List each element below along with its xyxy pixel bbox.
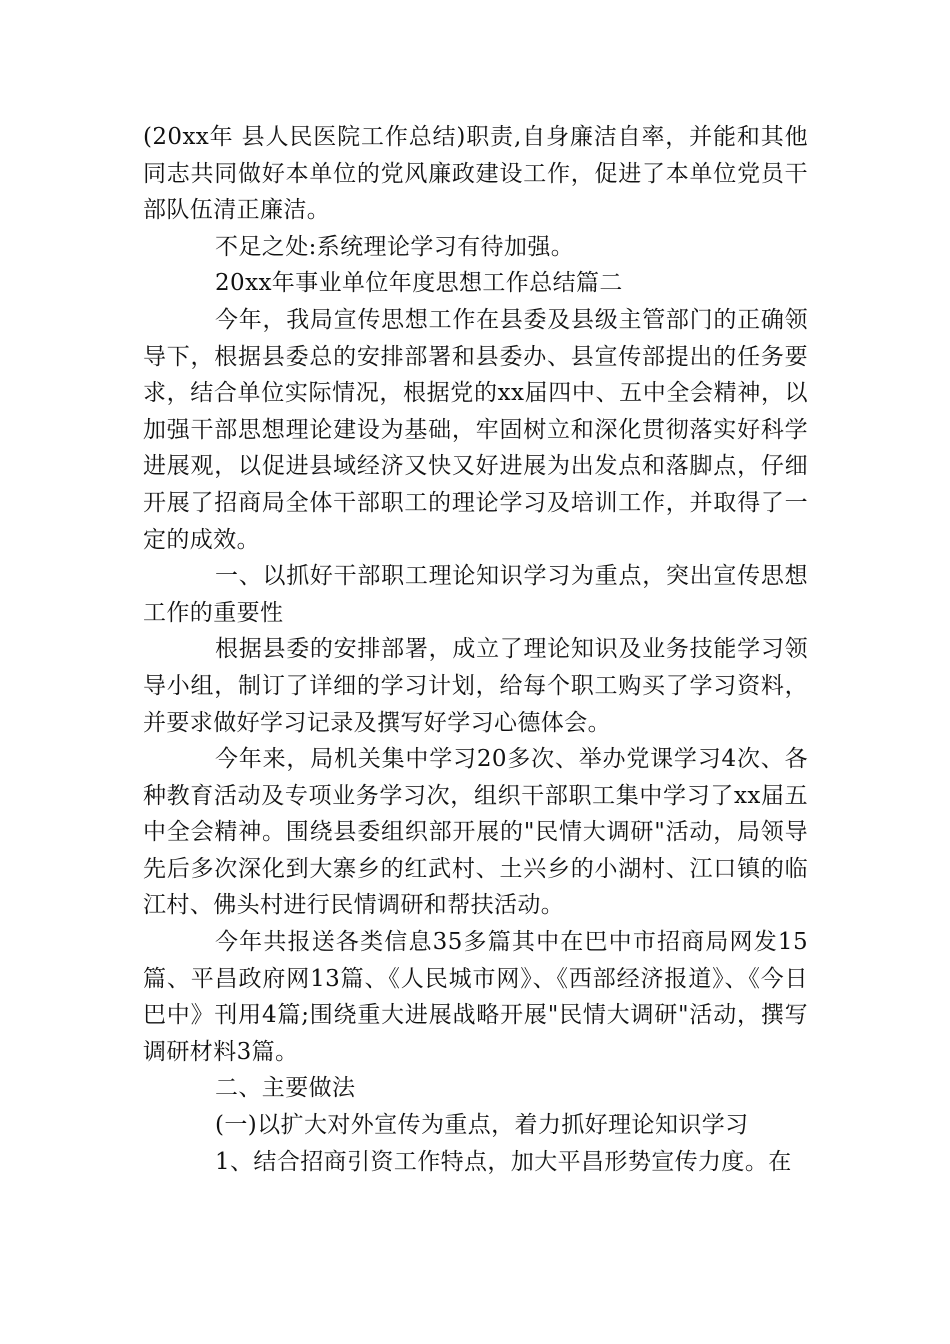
paragraph-intro: 今年，我局宣传思想工作在县委及县级主管部门的正确领导下，根据县委总的安排部署和县委办、县宣传部提出的任务要求，结合单位实际情况，根据党的xx届四中、五中全会精神，以加强干部思想理论建设为基础，牢固树立和深化贯彻落实好科学进展观，以促进县域经济又快又好进展为出发点和落脚点，仔细开展了招商局全体干部职工的理论学习及培训工作，并取得了一定的成效。 xyxy=(143,306,808,553)
heading-2: 二、主要做法 xyxy=(215,1075,356,1102)
paragraph-study-group: 根据县委的安排部署，成立了理论知识及业务技能学习领导小组，制订了详细的学习计划，给每个职工购买了学习资料，并要求做好学习记录及撰写好学习心德体会。 xyxy=(143,636,808,736)
paragraph-item-1: 1、结合招商引资工作特点，加大平昌形势宣传力度。在 xyxy=(215,1148,792,1175)
heading-1: 一、以抓好干部职工理论知识学习为重点，突出宣传思想工作的重要性 xyxy=(143,563,808,626)
document-body xyxy=(143,119,808,1180)
paragraph-1: (20xx年 县人民医院工作总结)职责,自身廉洁自率，并能和其他同志共同做好本单位的党风廉政建设工作，促进了本单位党员干部队伍清正廉洁。 xyxy=(143,124,808,224)
section-title: 20xx年事业单位年度思想工作总结篇二 xyxy=(215,270,623,297)
paragraph-study-sessions: 今年来，局机关集中学习20多次、举办党课学习4次、各种教育活动及专项业务学习次，组织干部职工集中学习了xx届五中全会精神。围绕县委组织部开展的"民情大调研"活动，局领导先后多次深化到大寨乡的红武村、土兴乡的小湖村、江口镇的临江村、佛头村进行民情调研和帮扶活动。 xyxy=(143,746,808,919)
subheading-1: (一)以扩大对外宣传为重点，着力抓好理论知识学习 xyxy=(215,1112,749,1139)
paragraph-2: 不足之处:系统理论学习有待加强。 xyxy=(215,233,575,260)
paragraph-information-reports: 今年共报送各类信息35多篇其中在巴中市招商局网发15篇、平昌政府网13篇、《人民城市网》、《西部经济报道》、《今日巴中》刊用4篇;围绕重大进展战略开展"民情大调研"活动，撰写调研材料3篇。 xyxy=(143,929,808,1065)
